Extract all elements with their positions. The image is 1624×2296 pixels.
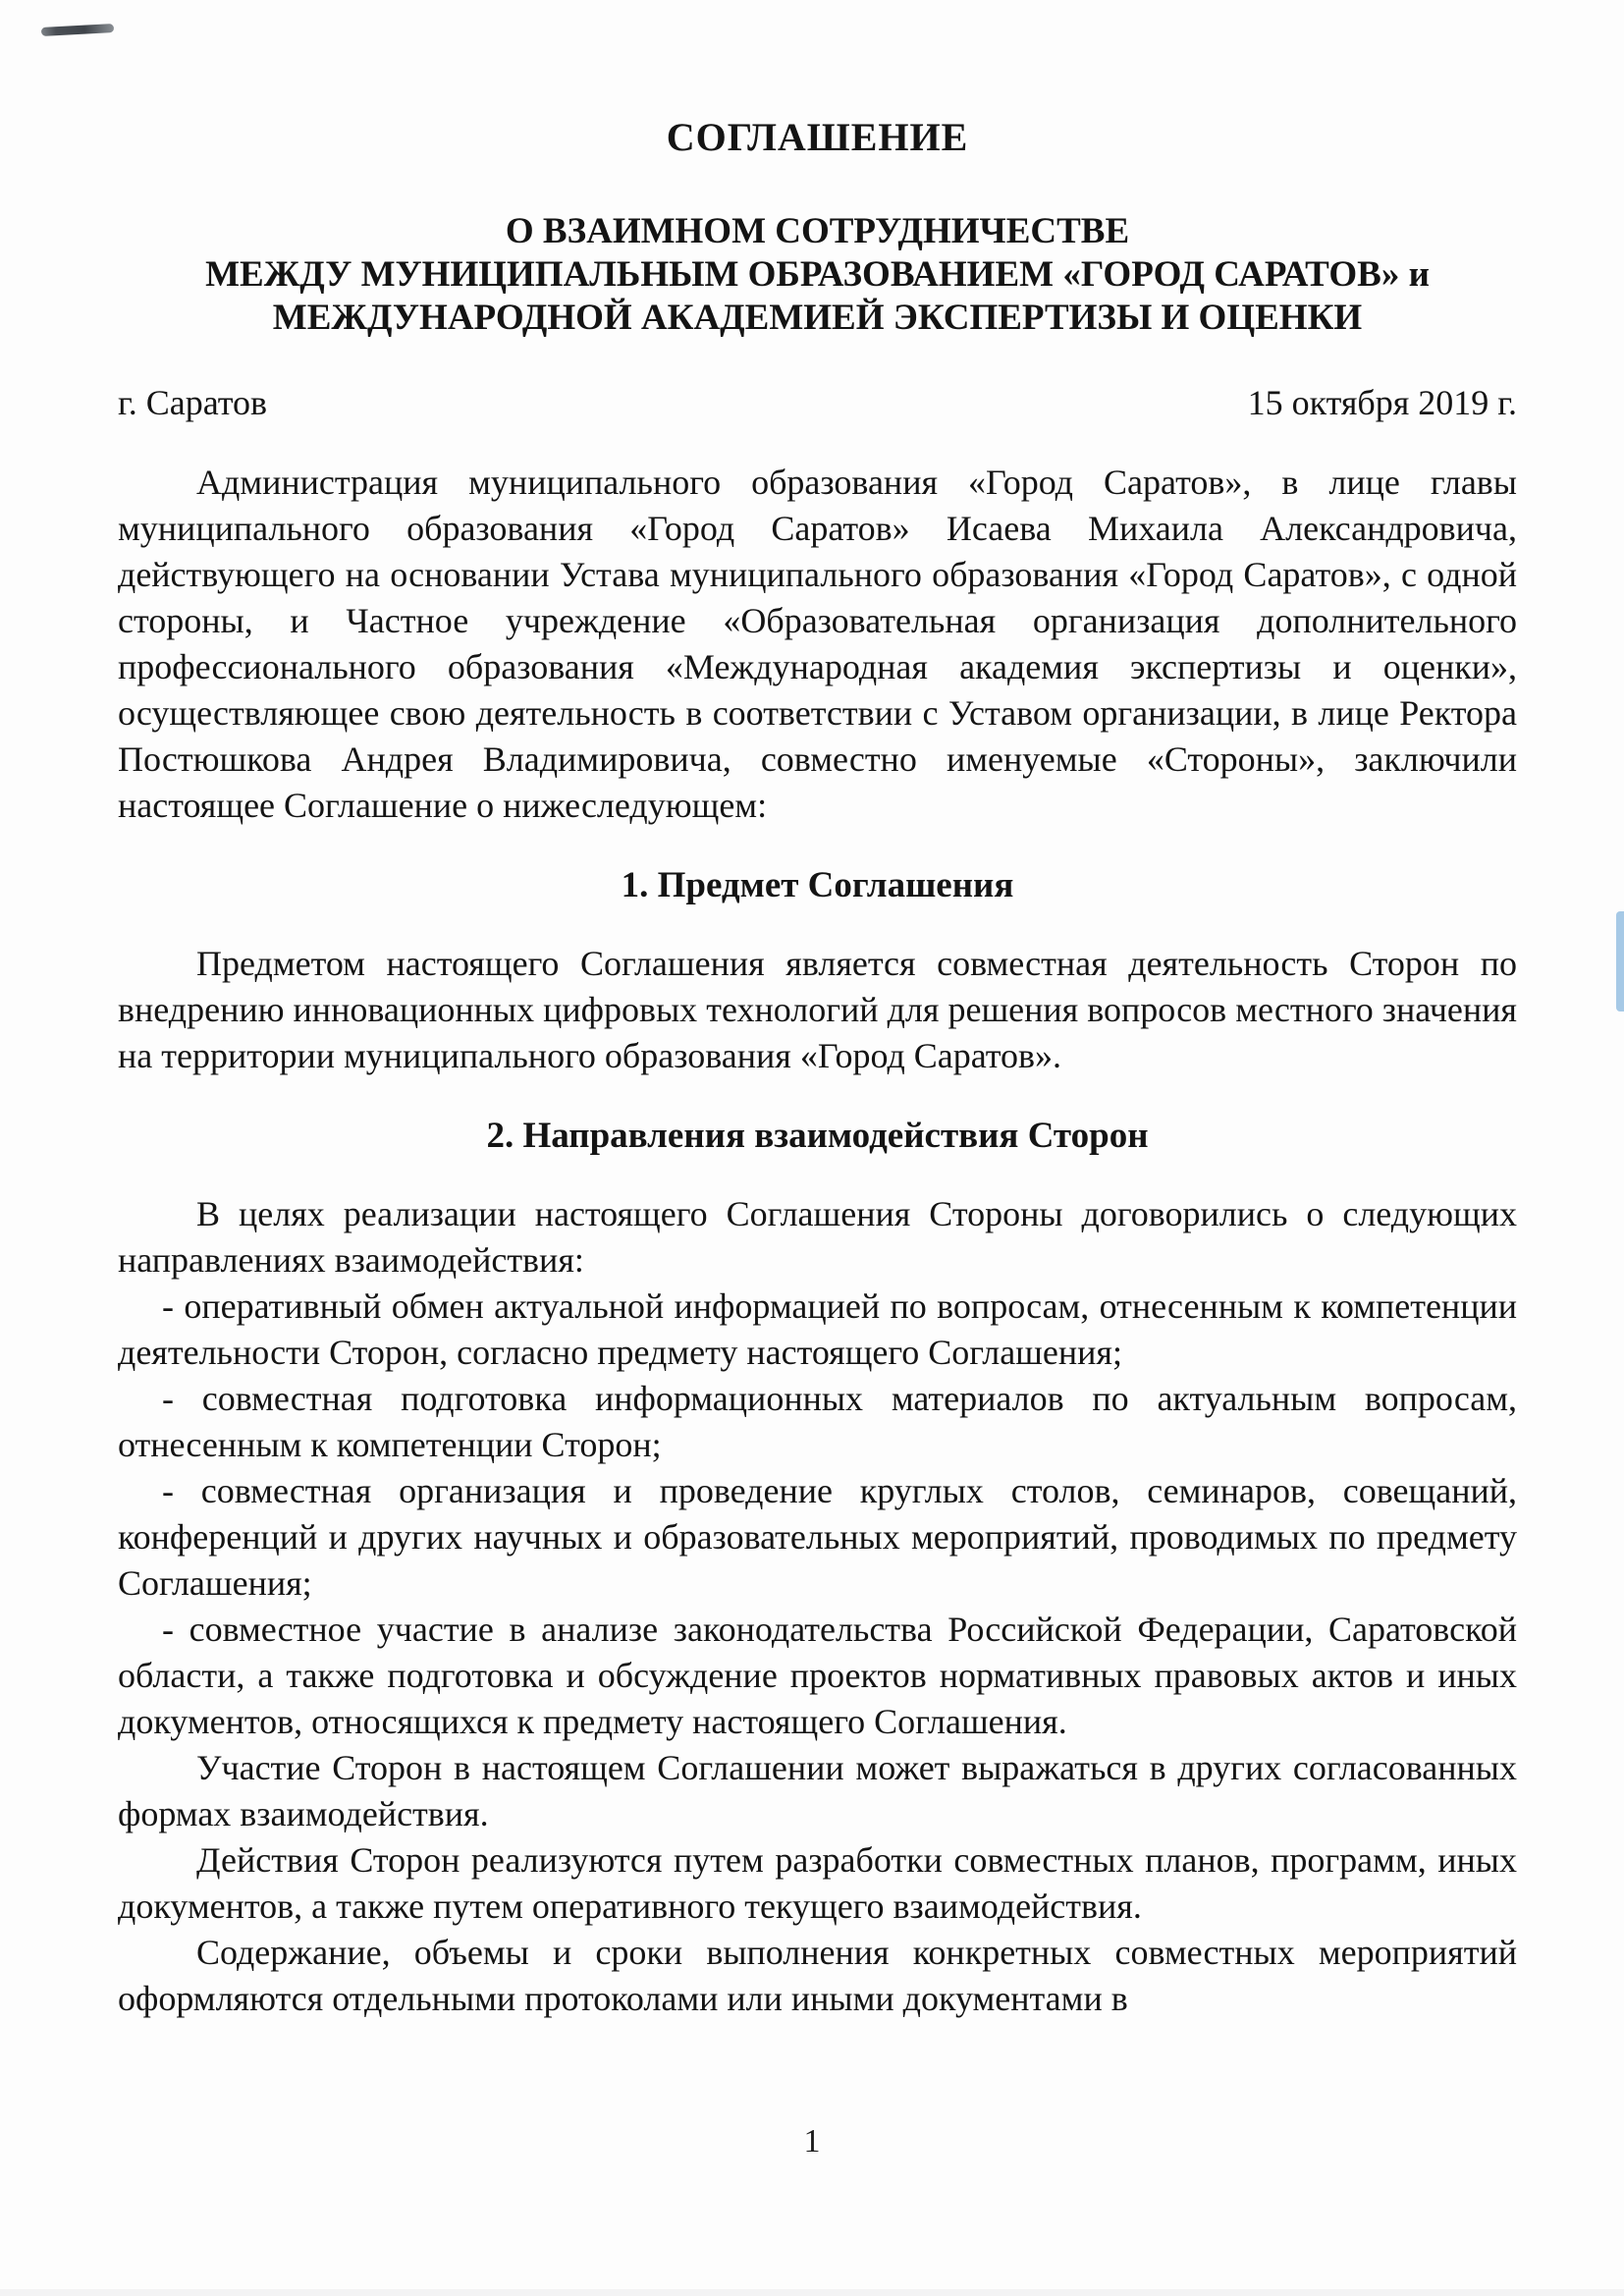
scanner-smudge-mark [41, 24, 114, 36]
section-2-list-item: - совместное участие в анализе законодательства Российской Федерации, Саратовской области, а также подготовка и обсуждение проектов нормативных правовых актов и иных документов, относящихся к предмету настоящего Соглашения. [118, 1610, 1517, 1741]
section-2-list-item: - совместная организация и проведение круглых столов, семинаров, совещаний, конференций и других научных и образовательных мероприятий, проводимых по предмету Соглашения; [118, 1471, 1517, 1603]
section-2-paragraph: Действия Сторон реализуются путем разработки совместных планов, программ, иных документов, а также путем оперативного текущего взаимодействия. [118, 1840, 1517, 1926]
section-2-list-item: - оперативный обмен актуальной информацией по вопросам, отнесенным к компетенции деятельности Сторон, согласно предмету настоящего Соглашения; [118, 1286, 1517, 1372]
section-2-paragraph: Содержание, объемы и сроки выполнения конкретных совместных мероприятий оформляются отдельными протоколами или иными документами в [118, 1933, 1517, 2018]
place-date-row [118, 381, 1517, 424]
document-title: СОГЛАШЕНИЕ [666, 115, 969, 159]
section-2-intro-paragraph: В целях реализации настоящего Соглашения Стороны договорились о следующих направлениях взаимодействия: [118, 1194, 1517, 1280]
section-1-heading: 1. Предмет Соглашения [621, 865, 1014, 905]
subtitle-line: МЕЖДУ МУНИЦИПАЛЬНЫМ ОБРАЗОВАНИЕМ «ГОРОД САРАТОВ» и [205, 254, 1430, 295]
preamble-paragraph: Администрация муниципального образования «Город Саратов», в лице главы муниципального образования «Город Саратов» Исаева Михаила Александровича, действующего на основании Устава муниципального образования «Город Саратов», с одной стороны, и Частное учреждение «Образовательная организация дополнительного профессионального образования «Международная академия экспертизы и оценки», осуществляющее свою деятельность в соответствии с Уставом организации, в лице Ректора Постюшкова Андрея Владимировича, совместно именуемые «Стороны», заключили настоящее Соглашение о нижеследующем: [118, 463, 1517, 825]
section-2-list-item: - совместная подготовка информационных материалов по актуальным вопросам, отнесенным к компетенции Сторон; [118, 1379, 1517, 1464]
section-2-paragraph: Участие Сторон в настоящем Соглашении может выражаться в других согласованных формах взаимодействия. [118, 1748, 1517, 1833]
subtitle-line: О ВЗАИМНОМ СОТРУДНИЧЕСТВЕ [505, 211, 1130, 251]
subtitle-line: МЕЖДУНАРОДНОЙ АКАДЕМИЕЙ ЭКСПЕРТИЗЫ И ОЦЕНКИ [272, 298, 1363, 338]
document-place: г. Саратов [118, 383, 267, 422]
document-subtitle [118, 210, 1517, 340]
section-1-paragraph: Предметом настоящего Соглашения является совместная деятельность Сторон по внедрению инновационных цифровых технологий для решения вопросов местного значения на территории муниципального образования «Город Саратов». [118, 944, 1517, 1075]
section-2-heading: 2. Направления взаимодействия Сторон [486, 1116, 1149, 1156]
scan-bottom-edge-strip [0, 2289, 1624, 2296]
page-number: 1 [803, 2123, 821, 2159]
document-date: 15 октября 2019 г. [1247, 383, 1517, 422]
scan-edge-blue-strip [1616, 911, 1624, 1011]
